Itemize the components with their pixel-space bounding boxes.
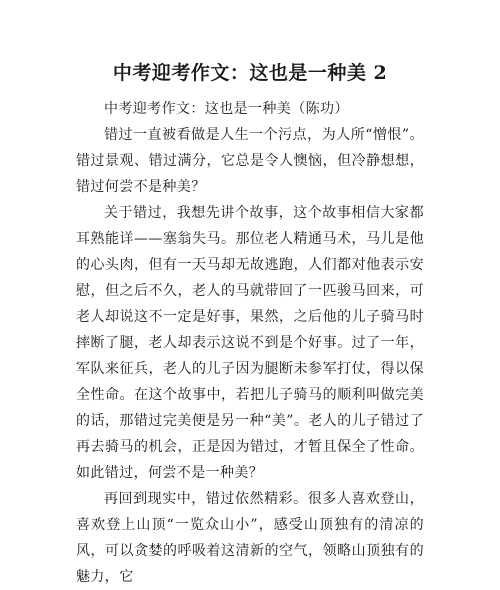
article-body (76, 96, 424, 590)
paragraph: 再回到现实中，错过依然精彩。很多人喜欢登山，喜欢登上山顶“一览众山小”，感受山顶独有的清凉的风，可以贪婪的呼吸着这清新的空气，领略山顶独有的魅力，它 (76, 491, 424, 585)
paragraph: 错过一直被看做是人生一个污点，为人所“憎恨”。错过景观、错过满分，它总是令人懊恼，但冷静想想，错过何尝不是种美？ (76, 127, 424, 195)
document-title: 中考迎考作文：这也是一种美 2 (112, 62, 388, 84)
paragraph-byline: 中考迎考作文：这也是一种美（陈功） (104, 101, 349, 117)
paragraph: 关于错过，我想先讲个故事，这个故事相信大家都耳熟能详——塞翁失马。那位老人精通马术，马儿是他的心头肉，但有一天马却无故逃跑，人们都对他表示安慰，但之后不久，老人的马就带回了一匹骏马回来，可老人却说这不一定是好事，果然，之后他的儿子骑马时摔断了腿，老人却表示这说不到是个好事。过了一年，军队来征兵，老人的儿子因为腿断未参军打仗，得以保全性命。在这个故事中，若把儿子骑马的顺利叫做完美的话，那错过完美便是另一种“美”。老人的儿子错过了再去骑马的机会，正是因为错过，才暂且保全了性命。如此错过，何尝不是一种美？ (76, 205, 424, 481)
